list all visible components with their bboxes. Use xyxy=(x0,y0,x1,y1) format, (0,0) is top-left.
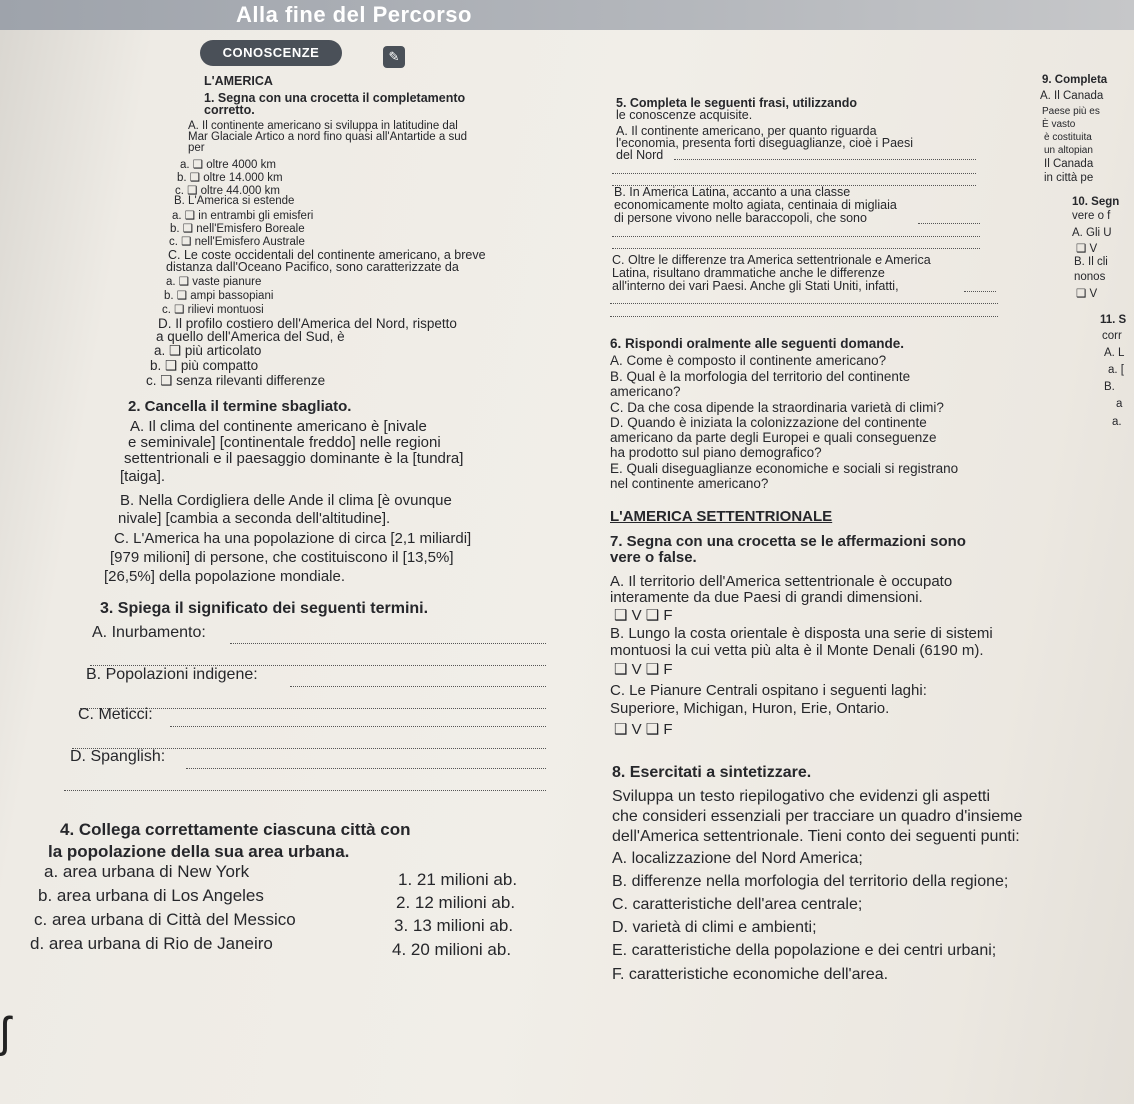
q5-a-line-2: l'economia, presenta forti diseguaglianze, cioè i Paesi xyxy=(616,136,914,150)
q1-d-option-b[interactable]: b. ❑ più compatto xyxy=(150,358,259,373)
q3-item-a: A. Inurbamento: xyxy=(92,624,206,641)
right-q11-a-option: a. [ xyxy=(1108,364,1124,376)
q5-title-cont: le conoscenze acquisite. xyxy=(616,108,753,122)
q5-answer-line-b-3[interactable] xyxy=(612,248,980,249)
right-q9-a: A. Il Canada xyxy=(1040,90,1104,102)
q2-a-line-4: [taiga]. xyxy=(120,468,166,485)
q4-city-b: b. area urbana di Los Angeles xyxy=(38,886,264,905)
q8-point-f: F. caratteristiche economiche dell'area. xyxy=(612,966,889,983)
q2-title: 2. Cancella il termine sbagliato. xyxy=(128,398,352,415)
q2-c-line-2: [979 milioni] di persone, che costituiscono il [13,5%] xyxy=(110,549,454,566)
q5-answer-line-b-1[interactable] xyxy=(918,223,980,224)
page-title: Alla fine del Percorso xyxy=(236,2,472,27)
q1-c-option-b[interactable]: b. ❑ ampi bassopiani xyxy=(164,290,274,302)
q8-point-d: D. varietà di climi e ambienti; xyxy=(612,919,817,936)
page-number-fragment: ʃ xyxy=(0,1008,10,1057)
q8-point-e: E. caratteristiche della popolazione e dei centri urbani; xyxy=(612,942,997,959)
right-q11-title: 11. S xyxy=(1100,314,1127,326)
right-q9-b: È vasto xyxy=(1042,119,1076,130)
q4-title: 4. Collega correttamente ciascuna città con xyxy=(60,820,411,839)
q5-c-line-3: all'interno dei vari Paesi. Anche gli Stati Uniti, infatti, xyxy=(612,279,899,293)
q7-title: 7. Segna con una crocetta se le affermazioni sono xyxy=(610,533,966,550)
q1-b-option-a[interactable]: a. ❑ in entrambi gli emisferi xyxy=(172,210,314,222)
q4-city-c: c. area urbana di Città del Messico xyxy=(34,910,296,929)
right-q9-c: Il Canada xyxy=(1044,158,1094,170)
q2-a-line-1: A. Il clima del continente americano è [nivale xyxy=(130,418,427,435)
right-q11-a: A. L xyxy=(1104,347,1125,359)
right-q11-b: B. xyxy=(1104,381,1115,393)
q1-b-option-b[interactable]: b. ❑ nell'Emisfero Boreale xyxy=(170,223,305,235)
q4-pop-1: 1. 21 milioni ab. xyxy=(398,870,518,889)
q1-a-option-b[interactable]: b. ❑ oltre 14.000 km xyxy=(177,172,283,184)
q5-a-line-1: A. Il continente americano, per quanto riguarda xyxy=(616,124,877,138)
q8-prompt-line-2: che consideri essenziali per tracciare un quadro d'insieme xyxy=(612,808,1023,825)
q3-answer-line-b-1[interactable] xyxy=(290,686,546,687)
q1-a-option-c[interactable]: c. ❑ oltre 44.000 km xyxy=(175,185,280,197)
q5-answer-line-c-1[interactable] xyxy=(964,291,996,292)
right-q9-b-3: un altopian xyxy=(1044,145,1093,156)
q6-title: 6. Rispondi oralmente alle seguenti domande. xyxy=(610,336,905,351)
q4-title-cont: la popolazione della sua area urbana. xyxy=(48,842,350,861)
q3-answer-line-c-1[interactable] xyxy=(170,726,546,727)
q8-point-a: A. localizzazione del Nord America; xyxy=(612,850,863,867)
q2-c-line-1: C. L'America ha una popolazione di circa [2,1 miliardi] xyxy=(114,530,472,547)
q1-c-option-a[interactable]: a. ❑ vaste pianure xyxy=(166,276,262,288)
q8-title: 8. Esercitati a sintetizzare. xyxy=(612,764,812,781)
q5-title: 5. Completa le seguenti frasi, utilizzando xyxy=(616,96,858,110)
q4-pop-2: 2. 12 milioni ab. xyxy=(396,893,516,912)
q1-a-text-2: Mar Glaciale Artico a nord fino quasi all'Antartide a sud xyxy=(188,131,467,143)
header-band xyxy=(0,0,1134,30)
q5-b-line-3: di persone vivono nelle baraccopoli, che sono xyxy=(614,211,867,225)
right-q9-title: 9. Completa xyxy=(1042,74,1108,86)
right-q10-title: 10. Segn xyxy=(1072,196,1120,208)
q7-title-cont: vere o false. xyxy=(610,549,697,566)
q6-e-line-1: E. Quali diseguaglianze economiche e sociali si registrano xyxy=(610,461,959,476)
q3-answer-line-a-1[interactable] xyxy=(230,643,546,644)
q7-b-line-1: B. Lungo la costa orientale è disposta una serie di sistemi xyxy=(610,625,993,642)
q3-item-c: C. Meticci: xyxy=(78,706,153,723)
right-q9-c-2: in città pe xyxy=(1044,172,1094,184)
right-q10-b: B. Il cli xyxy=(1074,256,1108,268)
q4-pop-3: 3. 13 milioni ab. xyxy=(394,916,514,935)
q1-d-option-a[interactable]: a. ❑ più articolato xyxy=(154,343,262,358)
q3-title: 3. Spiega il significato dei seguenti termini. xyxy=(100,600,429,617)
q8-prompt-line-1: Sviluppa un testo riepilogativo che evidenzi gli aspetti xyxy=(612,788,991,805)
q8-prompt-line-3: dell'America settentrionale. Tieni conto dei seguenti punti: xyxy=(612,828,1020,845)
q1-c-text-2: distanza dall'Oceano Pacifico, sono caratterizzate da xyxy=(166,260,459,274)
right-q10-title-2: vere o f xyxy=(1072,210,1111,222)
q7-c-line-2: Superiore, Michigan, Huron, Erie, Ontario. xyxy=(610,700,890,717)
section-heading-north-america: L'AMERICA SETTENTRIONALE xyxy=(610,508,833,525)
q4-city-d: d. area urbana di Rio de Janeiro xyxy=(30,934,273,953)
q1-d-text: D. Il profilo costiero dell'America del Nord, rispetto xyxy=(158,316,457,331)
right-q11-b-option-2: a. xyxy=(1112,416,1122,428)
right-q9-b-2: è costituita xyxy=(1044,132,1092,143)
q5-b-line-1: B. In America Latina, accanto a una classe xyxy=(614,185,851,199)
q5-c-line-1: C. Oltre le differenze tra America settentrionale e America xyxy=(612,253,931,267)
q8-point-c: C. caratteristiche dell'area centrale; xyxy=(612,896,863,913)
q2-a-line-3: settentrionali e il paesaggio dominante è la [tundra] xyxy=(124,450,464,467)
q4-pop-4: 4. 20 milioni ab. xyxy=(392,940,512,959)
q2-b-line-2: nivale] [cambia a seconda dell'altitudine]. xyxy=(118,510,391,527)
right-q11-b-option: a xyxy=(1116,398,1123,410)
right-q10-a-vf[interactable]: ❑ V xyxy=(1076,243,1098,255)
q6-b-line-2: americano? xyxy=(610,384,681,399)
q7-a-true-false[interactable]: ❑ V ❑ F xyxy=(614,607,673,624)
q6-d-line-3: ha prodotto sul piano demografico? xyxy=(610,445,822,460)
q5-a-line-3: del Nord xyxy=(616,148,664,162)
q1-b-option-c[interactable]: c. ❑ nell'Emisfero Australe xyxy=(169,236,305,248)
q5-answer-line-c-3[interactable] xyxy=(610,316,998,317)
q7-c-line-1: C. Le Pianure Centrali ospitano i seguenti laghi: xyxy=(610,682,927,699)
q1-d-text-2: a quello dell'America del Sud, è xyxy=(156,329,345,344)
q7-b-true-false[interactable]: ❑ V ❑ F xyxy=(614,661,673,678)
q3-item-b: B. Popolazioni indigene: xyxy=(86,666,258,683)
right-q10-b-2: nonos xyxy=(1074,271,1106,283)
q7-a-line-2: interamente da due Paesi di grandi dimensioni. xyxy=(610,589,923,606)
q2-a-line-2: e seminivale] [continentale freddo] nelle regioni xyxy=(128,434,441,451)
q5-b-line-2: economicamente molto agiata, centinaia di migliaia xyxy=(614,198,897,212)
q1-c-option-c[interactable]: c. ❑ rilievi montuosi xyxy=(162,304,264,316)
q5-answer-line-b-2[interactable] xyxy=(612,236,980,237)
q6-e-line-2: nel continente americano? xyxy=(610,476,769,491)
q7-c-true-false[interactable]: ❑ V ❑ F xyxy=(614,721,673,738)
q1-title: 1. Segna con una crocetta il completamento xyxy=(204,91,466,105)
q3-answer-line-d-1[interactable] xyxy=(186,768,546,769)
q1-c-text: C. Le coste occidentali del continente americano, a breve xyxy=(168,248,486,262)
section-heading-america: L'AMERICA xyxy=(204,74,273,88)
q7-a-line-1: A. Il territorio dell'America settentrionale è occupato xyxy=(610,573,953,590)
q1-a-text-3: per xyxy=(188,142,205,154)
q1-a-option-a[interactable]: a. ❑ oltre 4000 km xyxy=(180,159,276,171)
section-badge: CONOSCENZE xyxy=(200,40,342,66)
q4-city-a: a. area urbana di New York xyxy=(44,862,250,881)
q6-a: A. Come è composto il continente americano? xyxy=(610,353,887,368)
q6-c: C. Da che cosa dipende la straordinaria varietà di climi? xyxy=(610,400,944,415)
q3-item-d: D. Spanglish: xyxy=(70,748,166,765)
q2-b-line-1: B. Nella Cordigliera delle Ande il clima [è ovunque xyxy=(120,492,452,509)
q1-d-option-c[interactable]: c. ❑ senza rilevanti differenze xyxy=(146,373,326,388)
right-q10-b-vf[interactable]: ❑ V xyxy=(1076,288,1098,300)
right-q11-title-2: corr xyxy=(1102,330,1122,342)
right-q9-a-2: Paese più es xyxy=(1042,106,1100,117)
q5-c-line-2: Latina, risultano drammatiche anche le differenze xyxy=(612,266,885,280)
pencil-icon: ✎ xyxy=(383,46,405,68)
q5-answer-line-a-2[interactable] xyxy=(612,173,976,174)
right-q10-a: A. Gli U xyxy=(1072,227,1112,239)
q3-answer-line-d-2[interactable] xyxy=(64,790,546,791)
q5-answer-line-a-1[interactable] xyxy=(674,159,976,160)
q1-b-text: B. L'America si estende xyxy=(174,195,295,207)
q6-d-line-1: D. Quando è iniziata la colonizzazione del continente xyxy=(610,415,927,430)
q6-d-line-2: americano da parte degli Europei e quali conseguenze xyxy=(610,430,937,445)
q7-b-line-2: montuosi la cui vetta più alta è il Monte Denali (6190 m). xyxy=(610,642,984,659)
q1-a-text: A. Il continente americano si sviluppa in latitudine dal xyxy=(188,120,458,132)
q1-title-cont: corretto. xyxy=(204,103,255,117)
q5-answer-line-c-2[interactable] xyxy=(610,303,998,304)
q6-b-line-1: B. Qual è la morfologia del territorio del continente xyxy=(610,369,911,384)
q8-point-b: B. differenze nella morfologia del territorio della regione; xyxy=(612,873,1009,890)
q2-c-line-3: [26,5%] della popolazione mondiale. xyxy=(104,568,346,585)
